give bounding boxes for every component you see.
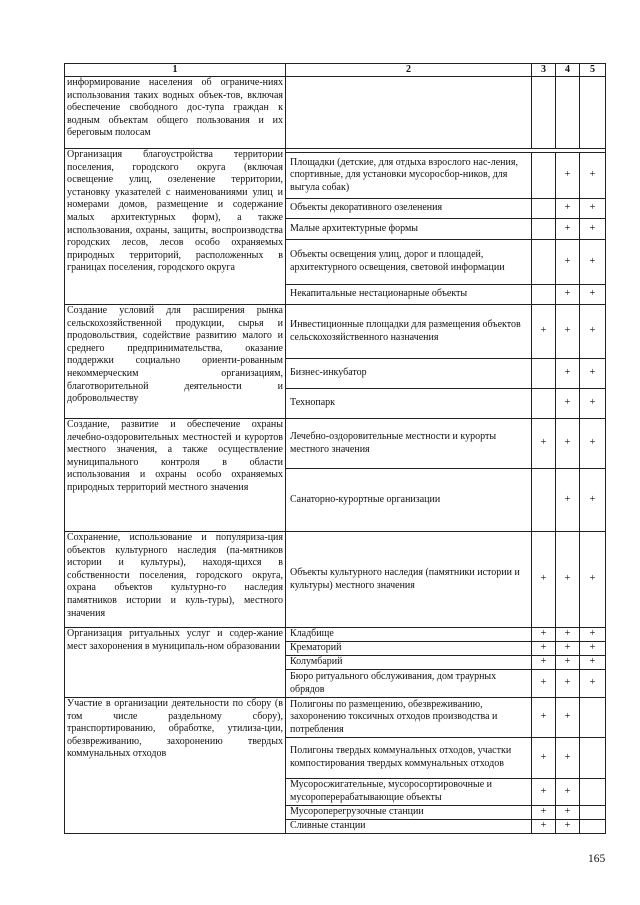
mark-cell: + [580,389,606,419]
header-cell: 4 [556,64,580,77]
mark-cell: + [556,359,580,389]
object-cell: Мусороперегрузочные станции [286,806,532,820]
mark-cell [532,77,556,149]
mark-cell [580,77,606,149]
object-cell: Полигоны по размещению, обезвреживанию, захоронению токсичных отходов производства и потребления [286,698,532,738]
mark-cell: + [532,532,556,628]
mark-cell: + [556,305,580,359]
mark-cell: + [580,359,606,389]
object-cell: Малые архитектурные формы [286,219,532,240]
table-row [65,419,606,469]
mark-cell: + [556,532,580,628]
mark-cell: + [580,240,606,285]
function-cell: Создание, развитие и обеспечение охраны лечебно-оздоровительных местностей и курортов местного значения, а также осуществление муниципального контроля в области использования и охраны особо охраняемых природных территорий местного значения [65,419,286,532]
mark-cell: + [532,670,556,698]
mark-cell: + [532,698,556,738]
mark-cell: + [532,305,556,359]
mark-cell: + [580,628,606,642]
function-cell: Создание условий для расширения рынка сельскохозяйственной продукции, сырья и продовольствия, содействие развитию малого и среднего предпринимательства, оказание поддержки социально ориенти-рованным некоммерческим организациям, благотворительной деятельности и добровольчеству [65,305,286,419]
mark-cell: + [532,779,556,806]
mark-cell [580,820,606,834]
mark-cell: + [532,642,556,656]
mark-cell [532,469,556,532]
object-cell: Бюро ритуального обслуживания, дом траурных обрядов [286,670,532,698]
mark-cell: + [580,419,606,469]
mark-cell: + [556,779,580,806]
object-cell: Технопарк [286,389,532,419]
header-cell: 3 [532,64,556,77]
mark-cell: + [556,820,580,834]
mark-cell [580,738,606,779]
header-cell: 1 [65,64,286,77]
mark-cell: + [556,219,580,240]
table-row [65,305,606,359]
mark-cell: + [580,532,606,628]
header-cell: 5 [580,64,606,77]
object-cell: Крематорий [286,642,532,656]
mark-cell: + [532,738,556,779]
table-row [65,77,606,149]
mark-cell [532,359,556,389]
object-cell: Санаторно-курортные организации [286,469,532,532]
object-cell: Сливные станции [286,820,532,834]
object-cell: Некапитальные нестационарные объекты [286,285,532,305]
page-number: 165 [588,853,606,865]
mark-cell: + [532,656,556,670]
mark-cell: + [532,820,556,834]
mark-cell [556,77,580,149]
mark-cell: + [580,305,606,359]
object-cell: Площадки (детские, для отдыха взрослого нас-ления, спортивные, для установки мусоросбор-ников, для выгула собак) [286,153,532,199]
mark-cell [580,779,606,806]
object-cell: Лечебно-оздоровительные местности и курорты местного значения [286,419,532,469]
object-cell: Объекты культурного наследия (памятники истории и культуры) местного значения [286,532,532,628]
table-header-row [65,64,606,77]
mark-cell [532,219,556,240]
regulation-table [64,63,606,834]
object-cell [286,77,532,149]
function-cell: Сохранение, использование и популяриза-ция объектов культурного наследия (па-мятников истории и культуры), находя-щихся в собственности поселения, городского округа, охрана объектов культурно-го наследия памятников истории и куль-туры), местного значения [65,532,286,628]
mark-cell: + [556,642,580,656]
mark-cell: + [556,285,580,305]
mark-cell [532,285,556,305]
mark-cell: + [580,642,606,656]
mark-cell: + [556,469,580,532]
mark-cell: + [532,806,556,820]
mark-cell: + [532,628,556,642]
mark-cell: + [556,199,580,219]
mark-cell: + [556,670,580,698]
mark-cell: + [556,698,580,738]
function-cell: Участие в организации деятельности по сбору (в том числе раздельному сбору), транспортированию, обработке, утилиза-ции, обезвреживанию, захоронению твердых коммунальных отходов [65,698,286,834]
mark-cell: + [556,806,580,820]
mark-cell: + [580,219,606,240]
mark-cell: + [580,469,606,532]
mark-cell [532,199,556,219]
mark-cell: + [580,153,606,199]
object-cell: Объекты декоративного озеленения [286,199,532,219]
mark-cell: + [532,419,556,469]
function-cell: Организация благоустройства территории поселения, городского округа (включая освещение улиц, озеленение территории, установку указателей с наименованиями улиц и номерами домов, размещение и содержание малых архитектурных форм), а также использования, охраны, защиты, воспроизводства городских лесов, лесов особо охраняемых природных территорий, расположенных в границах поселения, городского округа [65,149,286,305]
mark-cell: + [556,153,580,199]
header-cell: 2 [286,64,532,77]
object-cell: Инвестиционные площадки для размещения объектов сельскохозяйственного назначения [286,305,532,359]
mark-cell: + [580,199,606,219]
function-cell: информирование населения об ограниче-ниях использования таких водных объек-тов, включая обеспечение свободного дос-тупа граждан к водным объектам общего пользования и их береговым полосам [65,77,286,149]
mark-cell: + [580,656,606,670]
table-row [65,698,606,738]
mark-cell: + [556,656,580,670]
object-cell: Мусоросжигательные, мусоросортировочные и мусороперерабатывающие объекты [286,779,532,806]
object-cell: Полигоны твердых коммунальных отходов, участки компостирования твердых коммунальных отходов [286,738,532,779]
object-cell: Колумбарий [286,656,532,670]
mark-cell: + [556,738,580,779]
table-row [65,532,606,628]
table-row [65,628,606,642]
mark-cell: + [556,419,580,469]
mark-cell [580,698,606,738]
object-cell: Объекты освещения улиц, дорог и площадей, архитектурного освещения, световой информации [286,240,532,285]
mark-cell: + [580,285,606,305]
function-cell: Организация ритуальных услуг и содер-жание мест захоронения в муниципаль-ном образовании [65,628,286,698]
mark-cell: + [580,670,606,698]
mark-cell [580,806,606,820]
mark-cell [532,153,556,199]
mark-cell [532,240,556,285]
mark-cell: + [556,240,580,285]
mark-cell [532,389,556,419]
object-cell: Кладбище [286,628,532,642]
object-cell: Бизнес-инкубатор [286,359,532,389]
mark-cell: + [556,389,580,419]
mark-cell: + [556,628,580,642]
